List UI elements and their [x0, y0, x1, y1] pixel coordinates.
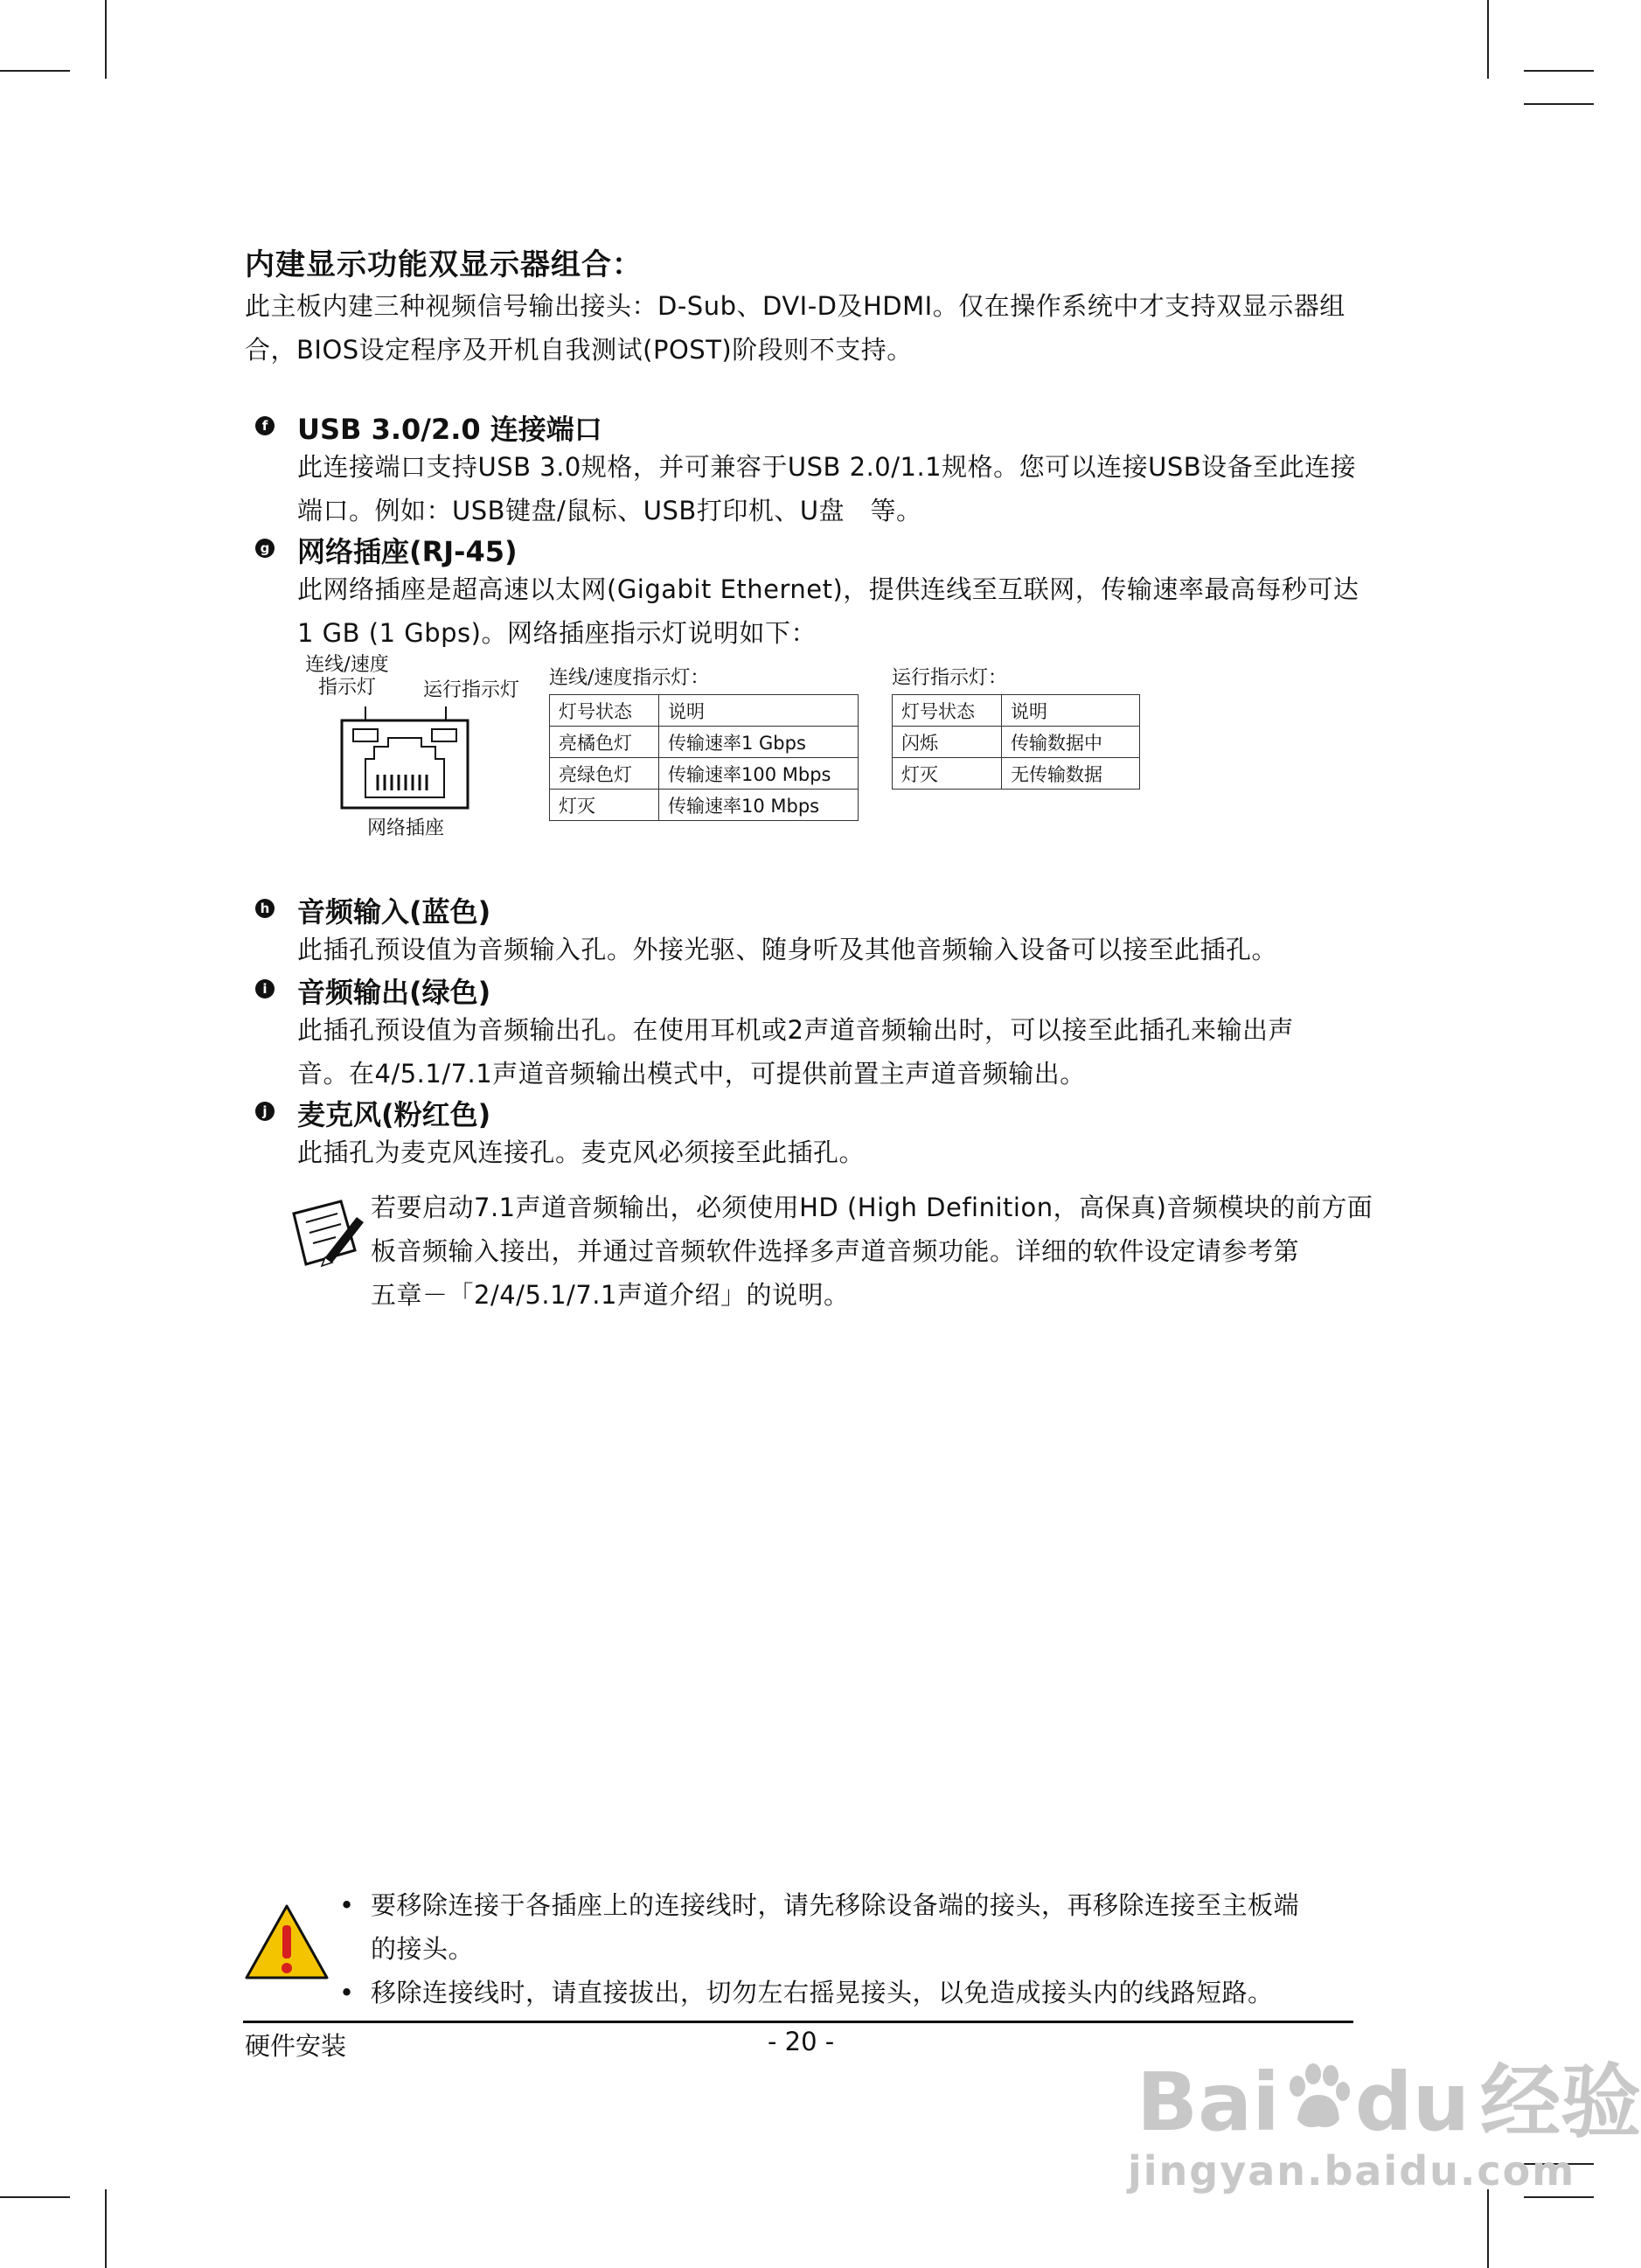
item-body-lan [297, 567, 1373, 655]
item-marker: h [255, 899, 275, 918]
warning-item [339, 1971, 1388, 2014]
item-title-mic: 麦克风(粉红色) [297, 1098, 491, 1131]
note-pencil-icon [287, 1196, 367, 1270]
item-title-lan: 网络插座(RJ-45) [297, 535, 518, 568]
crop-mark [105, 2189, 107, 2268]
footer-left: 硬件安装 [245, 2031, 347, 2061]
text-line: 此插孔预设值为音频输出孔。在使用耳机或2声道音频输出时，可以接至此插孔来输出声 [297, 1015, 1294, 1045]
item-title-audio-out: 音频输出(绿色) [297, 976, 491, 1009]
item-marker: i [255, 979, 275, 998]
crop-mark [1487, 0, 1489, 79]
lan-label-activity: 运行指示灯 [423, 679, 520, 701]
watermark-url: jingyan.baidu.com [1128, 2147, 1576, 2195]
text-line: 此插孔为麦克风连接孔。麦克风必须接至此插孔。 [297, 1137, 866, 1167]
text-line: 要移除连接于各插座上的连接线时，请先移除设备端的接头，再移除连接至主板端 [371, 1890, 1300, 1920]
table-cell: 传输数据中 [1002, 727, 1140, 758]
item-title-audio-in: 音频输入(蓝色) [297, 895, 491, 929]
crop-mark [1487, 2189, 1489, 2268]
note-text [371, 1186, 1385, 1317]
activity-table-caption: 运行指示灯： [892, 667, 1008, 689]
paw-icon [1280, 2060, 1355, 2135]
warning-item [339, 1883, 1388, 1971]
crop-mark [105, 0, 107, 79]
rj45-port-icon [339, 706, 470, 811]
table-header-cell: 说明 [659, 695, 859, 727]
table-cell: 闪烁 [893, 727, 1002, 758]
table-row [550, 727, 859, 758]
crop-mark [1524, 2196, 1594, 2198]
speed-table-caption: 连线/速度指示灯： [549, 667, 710, 689]
text-line: 此连接端口支持USB 3.0规格，并可兼容于USB 2.0/1.1规格。您可以连接USB设备至此连接 [297, 452, 1357, 482]
table-row [893, 727, 1140, 758]
item-body-audio-in [297, 928, 1373, 971]
text-line: 此插孔预设值为音频输入孔。外接光驱、随身听及其他音频输入设备可以接至此插孔。 [297, 935, 1278, 964]
warning-icon [243, 1903, 330, 1981]
lan-label-port: 网络插座 [367, 817, 445, 839]
item-marker: g [255, 539, 275, 558]
crop-mark [0, 2196, 70, 2198]
table-cell: 灯灭 [893, 758, 1002, 790]
table-cell: 传输速率100 Mbps [659, 758, 859, 790]
activity-table [892, 694, 1140, 790]
page-number: - 20 - [768, 2027, 835, 2056]
text-line: 若要启动7.1声道音频输出，必须使用HD (High Definition，高保真)音频模块的前方面 [371, 1193, 1373, 1222]
speed-table [549, 694, 859, 821]
text-line: 五章－「2/4/5.1/7.1声道介绍」的说明。 [371, 1280, 850, 1310]
table-row [550, 790, 859, 821]
table-cell: 亮橘色灯 [550, 727, 659, 758]
item-body-mic [297, 1131, 1373, 1174]
table-header-cell: 说明 [1002, 695, 1140, 727]
crop-mark [1524, 103, 1594, 105]
item-title-usb: USB 3.0/2.0 连接端口 [297, 413, 602, 446]
watermark-logo: Bai du 经验 [1137, 2056, 1641, 2149]
table-header-cell: 灯号状态 [550, 695, 659, 727]
table-cell: 传输速率10 Mbps [659, 790, 859, 821]
crop-mark [1524, 70, 1594, 72]
text-line: 此网络插座是超高速以太网(Gigabit Ethernet)，提供连线至互联网，传输速率最高每秒可达 [297, 574, 1359, 604]
table-header-row [550, 695, 859, 727]
text-line: 的接头。 [371, 1934, 475, 1964]
table-cell: 无传输数据 [1002, 758, 1140, 790]
item-body-audio-out [297, 1008, 1373, 1096]
bullet-dot: • [339, 1890, 355, 1920]
text-line: 1 GB (1 Gbps)。网络插座指示灯说明如下： [297, 618, 817, 648]
text-line: 端口。例如：USB键盘/鼠标、USB打印机、U盘 等。 [297, 496, 922, 525]
table-cell: 传输速率1 Gbps [659, 727, 859, 758]
table-header-row [893, 695, 1140, 727]
bullet-dot: • [339, 1978, 355, 2007]
text-line: 移除连接线时，请直接拔出，切勿左右摇晃接头，以免造成接头内的线路短路。 [371, 1978, 1274, 2007]
text-line: 合，BIOS设定程序及开机自我测试(POST)阶段则不支持。 [245, 335, 913, 365]
section-text [245, 284, 1364, 372]
item-body-usb [297, 445, 1373, 532]
text-line: 此主板内建三种视频信号输出接头：D-Sub、DVI-D及HDMI。仅在操作系统中才支持双显示器组 [245, 291, 1345, 321]
table-row [550, 758, 859, 790]
text-line: 音。在4/5.1/7.1声道音频输出模式中，可提供前置主声道音频输出。 [297, 1059, 1086, 1089]
text-line: 板音频输入接出，并通过音频软件选择多声道音频功能。详细的软件设定请参考第 [371, 1236, 1300, 1266]
item-marker: j [255, 1102, 275, 1121]
table-cell: 亮绿色灯 [550, 758, 659, 790]
item-marker: f [255, 416, 275, 435]
table-cell: 灯灭 [550, 790, 659, 821]
table-row [893, 758, 1140, 790]
footer-rule [243, 2021, 1353, 2023]
crop-mark [0, 70, 70, 72]
warning-list [339, 1883, 1388, 2014]
section-heading: 内建显示功能双显示器组合： [245, 247, 643, 282]
table-header-cell: 灯号状态 [893, 695, 1002, 727]
lan-label-speed: 连线/速度 指示灯 [305, 654, 389, 699]
